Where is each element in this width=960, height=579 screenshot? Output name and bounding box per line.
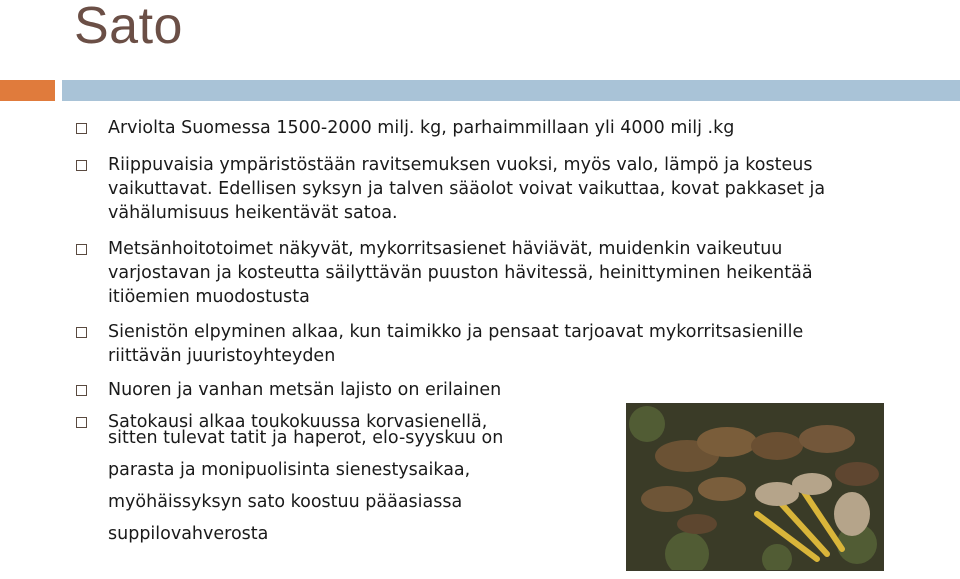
mushroom-photo [626, 403, 884, 571]
bullet-text: Arviolta Suomessa 1500-2000 milj. kg, parhaimmillaan yli 4000 milj .kg [108, 118, 735, 138]
slide-title: Sato [74, 0, 183, 55]
continuation-line: sitten tulevat tatit ja haperot, elo-syyskuu on [108, 428, 504, 448]
bullet-text: Satokausi alkaa toukokuussa korvasienellä, [108, 412, 488, 432]
square-bullet-icon [76, 160, 87, 171]
bullet-item [74, 378, 874, 402]
bullet-text: Nuoren ja vanhan metsän lajisto on erilainen [108, 380, 502, 400]
mushroom-illustration [627, 404, 883, 570]
bullet-text: Sienistön elpyminen alkaa, kun taimikko ja pensaat tarjoavat mykorritsasienille riittävän juuristoyhteyden [108, 322, 804, 366]
bullet-item [74, 320, 874, 368]
bullet-item [74, 237, 874, 309]
accent-band-blue [62, 80, 960, 101]
bullet-item [74, 116, 874, 140]
bullet-text: Riippuvaisia ympäristöstään ravitsemuksen vuoksi, myös valo, lämpö ja kosteus vaikuttavat. Edellisen syksyn ja talven sääolot voivat vaikuttaa, kovat pakkaset ja vähälumisuus heikentävät satoa. [108, 155, 826, 223]
square-bullet-icon [76, 244, 87, 255]
bullet-text: Metsänhoitotoimet näkyvät, mykorritsasienet häviävät, muidenkin vaikeutuu varjostavan ja kosteutta säilyttävän puuston hävitessä, heinittyminen heikentää itiöemien muodostusta [108, 239, 813, 307]
continuation-line: parasta ja monipuolisinta sienestysaikaa, [108, 460, 471, 480]
square-bullet-icon [76, 417, 87, 428]
accent-band-orange [0, 80, 55, 101]
square-bullet-icon [76, 327, 87, 338]
square-bullet-icon [76, 123, 87, 134]
continuation-line: suppilovahverosta [108, 524, 269, 544]
continuation-line: myöhäissyksyn sato koostuu pääasiassa [108, 492, 463, 512]
bullet-list [74, 116, 874, 445]
square-bullet-icon [76, 385, 87, 396]
bullet-item [74, 153, 874, 225]
